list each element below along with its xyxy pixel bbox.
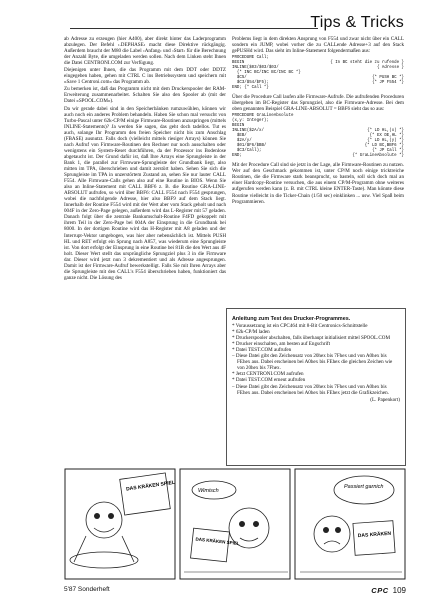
cartoon-panel-middle — [180, 469, 290, 579]
right-closing: Mit der Procedure Call sind sie jetzt in der Lage, alle Firmware-Routinen zu nutzen. Wer auf den Geschmack gekommen ist, unter CP/M noch einige tricktreiche Routinen, die die Firmware stark beansprucht, so basteln, soll sich doch mal an einer Hardcopy-Routine versuchen, die aus einem CP/M-Programm ohne weiteres aufgerufen werden kann (z. B. mit CTRL kleine ENTER-Taste). Man könnte diese Routine vielleicht in die Ticker-Chain (1/50 sec) einklinken ... usw. Viel Spaß beim Programmieren. — [232, 162, 404, 205]
code-text: PROCEDURE GraLineAbsolute — [232, 114, 294, 119]
code-text: INLINE($2A/x/ — [232, 129, 264, 134]
code-comment: {* GraLineAbsolute *} — [352, 154, 404, 159]
right-intro: Problems liegt in dem direkten Ansprung von F554 und zwar nicht über ein CALL sondern ein JUMP, wobei vorher die zu CALLende Adresse+3 auf den Stack gePUSHd wird. Das sieht im Inline-Statement folgendermaßen aus: — [232, 36, 404, 55]
code-text: $01/$F6/$BB/ — [232, 144, 267, 149]
code-comment: {* EX DE,HL *} — [369, 134, 404, 139]
sign-right: DAS KRÄKEN — [357, 530, 392, 540]
cartoon-strip — [64, 468, 406, 580]
instruction-item: * Datei TEST.COM erneut aufrufen — [232, 377, 306, 384]
code-text: END; — [232, 154, 242, 159]
left-paragraph: ab Adresse zu erzeugen (hier A400), aber direkt hinter das Laderprogramm abzulegen. Der Befehl ›.DEPHASE‹ macht diese Direktive rückgängig. Außerdem braucht der M80 die Label ›Anfang‹ und ›Start‹ für die Berechnung der Anzahl Byte, die umgeladen werden sollen. Nach dem Linken steht Ihnen die Datei CENTRONI.COM zur Verfügung. — [64, 36, 226, 67]
instruction-item: – Diese Datei gibt den Zeichensatz von 20hex bis 7Fhex und von A0hex bis FEhex aus. Dabei erscheinen bei A0hex bis FEhex die gleichen Zeichen wie von 20hex bis 7Fhex. — [232, 353, 393, 372]
instruction-item: * Voraussetzung ist ein CPC464 mit 8-Bit Centronics-Schnittstelle — [232, 323, 368, 330]
code-text: BEGIN — [232, 124, 245, 129]
instruction-item: * Druckerspooler abschalten, falls überhaupt initialisiert mittel SPOOL.COM — [232, 335, 391, 342]
code-comment: {* LD HL,(y) *} — [367, 139, 404, 144]
code-text: PROCEDURE Call; — [232, 56, 269, 61]
code-line — [232, 86, 404, 91]
speech-bubble-right: Passiert garnich — [344, 484, 384, 490]
instruction-item: * Drucker einschalten, am besten auf Engschrift — [232, 341, 331, 348]
instruction-item: – Diese Datei gibt den Zeichensatz von 20hex bis 7Fhex und von A0hex bis FEhex aus. Dabei erscheinen bei A0hex bis FEhex jetzt die Grafikzeichen. — [232, 383, 389, 396]
instruction-item: * Datei TEST.COM aufrufen — [232, 347, 292, 354]
code-text: $2A/y/ — [232, 139, 252, 144]
section-title: Tips & Tricks — [310, 14, 404, 31]
code-comment: {* LD HL,(x) *} — [367, 129, 404, 134]
sign-middle: DAS KRÄKEN SPIEL — [195, 536, 240, 547]
left-paragraph: Diejenigen unter Ihnen, die das Programm mit dem DDT oder DDTZ eingegeben haben, gehen mit CTRL C ins Betriebssystem und speichern mit »Save 1 Centroni.com« das Programm ab. — [64, 67, 226, 86]
code-text: {* INC BC/INC BC/INC BC *} — [232, 71, 301, 76]
instructions-box — [226, 308, 406, 466]
footer-issue: 5'87 Sonderheft — [64, 586, 110, 593]
code-text: (x,y: Integer); — [232, 119, 269, 124]
author-credit: (L. Papenkort) — [370, 396, 400, 403]
code-text: $EB/ — [232, 134, 247, 139]
right-middle: Über die Procedure Call laufen alle Firmware-Aufrufe. Die aufrufenden Proceduren übergeben im BC-Register das Sprungziel, also die Firmware-Adresse. Bei dem oben genannten Beispiel GRA-LINE-ABSOLUT = BBF6 sieht das so aus: — [232, 94, 404, 113]
code-text: $C5/ — [232, 76, 247, 81]
cpc-logo: CPC — [371, 586, 389, 595]
left-paragraph: Zu bemerken ist, daß das Programm nicht mit dem Druckerspooler der RAM-Erweiterung zusammenarbeitet. Schalten Sie also den Spooler ab (mit der Datei »SPOOL.COM«). — [64, 86, 226, 105]
sign-left: DAS KRÄKEN SPIEL — [125, 479, 176, 493]
instruction-item: * Jetzt CENTRONI.COM aufrufen — [232, 371, 304, 378]
code-block-call — [232, 56, 404, 91]
code-text: INLINE($03/$03/$03/ — [232, 66, 279, 71]
code-comment: {* JP F554 *} — [372, 81, 404, 86]
left-paragraph: Da wir gerade dabei sind in den Speicherbänken rumzuwühlen, können wir auch noch ein anderes Problem behandeln. Haben Sie schon mal versucht von Turbo-Pascal unter 62k-CP/M einige Firmware-Routinen anzuspringen (mittels INLINE-Statements)? Ja werden Sie sagen, das geht doch tadellos. Tut es auch, solange Ihr Programm den freien Speicher nicht bis zum Anschlag (FBASE) ausnutzt. Falls doch (vielleicht mittels riesiger Arrays) können Sie nach Aufruf von Firmware-Routinen den Rechner nur noch ausschalten oder wenigstens ein System-Reset durchführen, da der Prozessor ins Bodenlose abgetaucht ist. Der Grund dafür ist, daß Ihre Arrays eine Sprungleiste in der Bank 1, die parallel zur Firmware-Sprungleiste der Grundbank liegt, also mitten im TPA, überschrieben und damit zerstört haben. Sehen Sie sich die Sprungleiste im TPA in unzerstörtem Zustand an, sehen Sie nur lauter CALL F554. Alle Firmware-Calls gehen also auf eine Routine in BIOS. Wenn Sie also an Inline-Statement mit CALL BBF6 z. B. die Routine GRA-LINE-ABSOLUT aufrufen, so wird über BBF6: CALL F554 nach F554 gesprungen, wobei die nachfolgende Adresse, hier also BBF9 auf dem Stack liegt. Innerhalb der Routine F554 wird mit der Wert aber vom Stack geholt und nach 004F in der Zero-Page gelegen, außerdem wird das L-Register mit 57 geladen. Danach folgt über die zentrale Bankumschalt-Routine F4FD gekoppelt mit ihrem Teil in der Zero-Page bei 004A der Einsprung in die Grundbank bei 8000. In der dortigen Routine wird das H-Register mit A8 geladen und der Interrupt-Vektor umgebogen, was hier aber nebensächlich ist. Mittels PUSH HL und RET erfolgt ein Sprung nach A857, was wiederum eine Sprungleiste ist. Von dort erfolgt der Einsprung in eine Routine bei 81B die den Wert aus 4F holt. Dieser Wert stellt das ursprüngliche Sprungziel plus 3 in die Firmware dar. Dieser wird jetzt nun 3 dekrementiert und als Adresse angesprungen. Damit ist der Firmware-Aufruf bewerkstelligt. Falls Sie mit Ihren Arrays aber die Sprungleiste mit den CALL's F554 überschrieben haben, funktioniert das ganze nicht. Die Lösung des — [64, 105, 226, 281]
code-comment: {* PUSH BC *} — [372, 76, 404, 81]
code-text: END; {* Call *} — [232, 86, 269, 91]
page-number: 109 — [392, 586, 406, 595]
code-comment: { In BC steht die zu rufende } — [330, 61, 404, 66]
footer-right — [371, 586, 406, 595]
speech-bubble-middle: Wimisch — [198, 488, 219, 494]
code-block-gralineabsolute — [232, 114, 404, 159]
right-column — [232, 36, 404, 206]
instructions-list — [232, 323, 400, 396]
header-rule — [70, 28, 318, 29]
instruction-item: * 62k-CP/M laden — [232, 329, 270, 336]
code-text: $C3/$54/$F5); — [232, 81, 269, 86]
cartoon-panel-right — [295, 469, 405, 579]
instructions-title: Anleitung zum Test des Drucker-Programmes. — [232, 316, 351, 322]
code-comment: {* LD BC,BBF6 *} — [364, 144, 404, 149]
code-text: $C3/Call); — [232, 149, 262, 154]
left-column — [64, 36, 226, 282]
code-comment: {* JP Call *} — [372, 149, 404, 154]
code-text: BEGIN — [232, 61, 245, 66]
cartoon-panel-left — [65, 469, 175, 579]
code-comment: { Adresse } — [376, 66, 404, 71]
code-line — [232, 154, 404, 159]
